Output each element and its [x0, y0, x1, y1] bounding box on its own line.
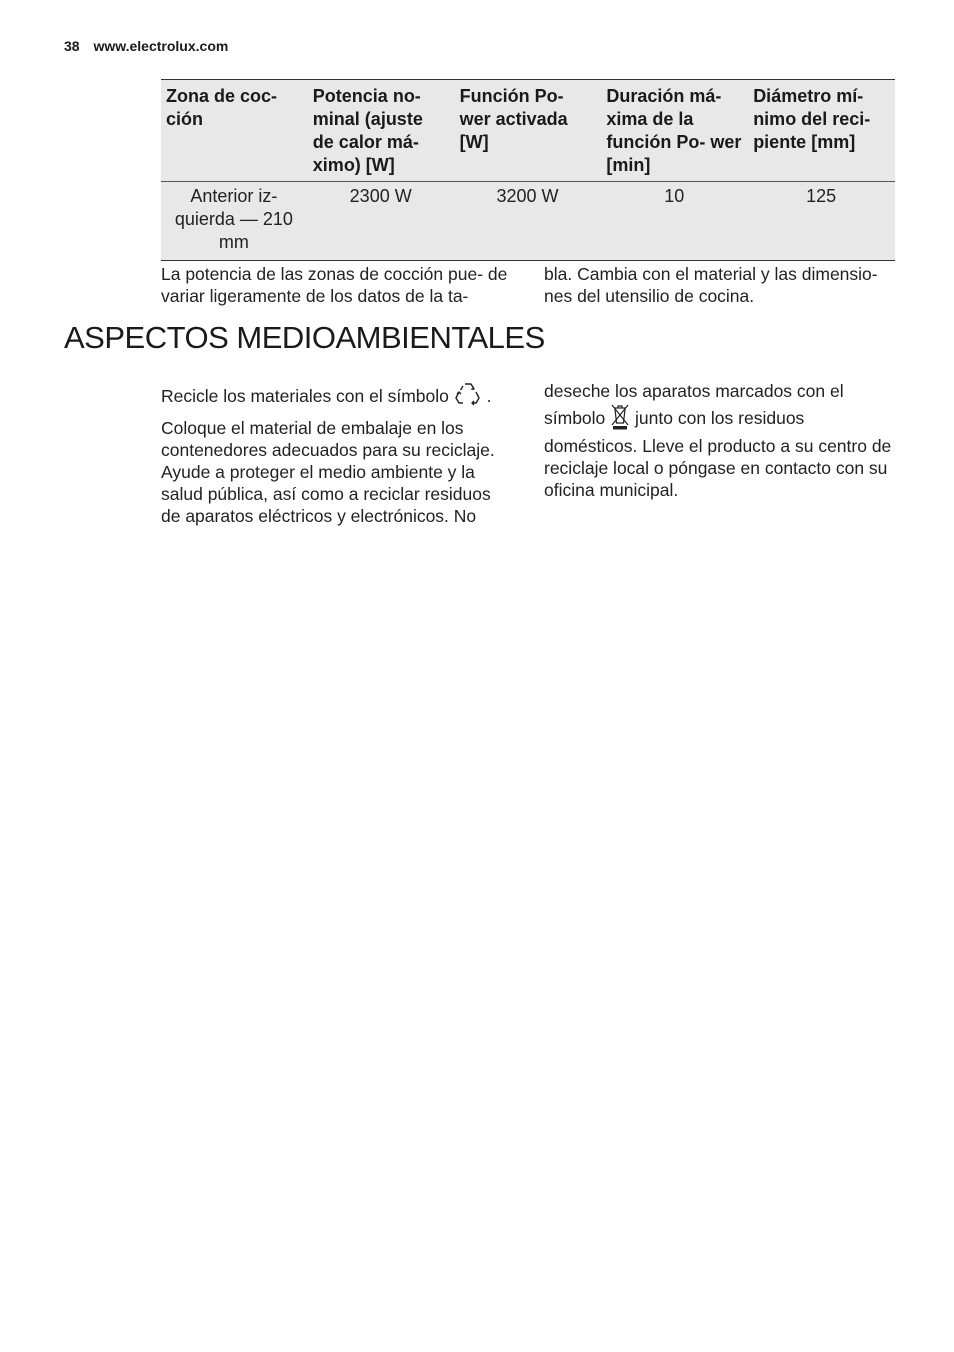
packaging-paragraph: Coloque el material de embalaje en los contenedores adecuados para su reciclaje. Ayude a proteger el medio ambiente y la salud pública, así como a reciclar residuos de aparatos eléctricos y electrónicos. No [161, 418, 495, 526]
page-number: 38 [64, 38, 80, 54]
disposal-paragraph [544, 380, 894, 501]
table-cell: 2300 W [349, 186, 412, 206]
recycle-text: Recicle los materiales con el símbolo [161, 386, 449, 406]
recycle-period: . [486, 386, 492, 406]
note-right: bla. Cambia con el material y las dimensio- nes del utensilio de cocina. [544, 264, 878, 306]
table-cell: 10 [664, 186, 685, 206]
table-row [161, 182, 895, 261]
column-header: Duración má- xima de la función Po- wer [min] [601, 80, 748, 182]
page-header [64, 38, 228, 54]
table-cell: Anterior iz- quierda — 210 mm [174, 186, 293, 252]
note-left: La potencia de las zonas de cocción pue- de variar ligeramente de los datos de la ta- [161, 264, 508, 306]
crossed-out-bin-icon [610, 402, 630, 435]
section-title: ASPECTOS MEDIOAMBIENTALES [64, 320, 545, 355]
column-header: Potencia no- minal (ajuste de calor má- ximo) [W] [308, 80, 455, 182]
cooking-zone-table [161, 79, 895, 261]
column-header: Zona de coc- ción [161, 80, 308, 182]
disposal-text-end: junto con los residuos domésticos. Lleve el producto a su centro de reciclaje local o póngase en contacto con su oficina municipal. [544, 408, 892, 500]
column-header: Diámetro mí- nimo del reci- piente [mm] [748, 80, 895, 182]
table-header-row [161, 80, 895, 182]
recycle-paragraph [161, 380, 511, 413]
table-cell: 3200 W [496, 186, 559, 206]
disposal-text-start: deseche los aparatos marcados con el símbolo [544, 381, 844, 428]
recycle-icon [454, 380, 482, 413]
site-url: www.electrolux.com [93, 38, 229, 54]
column-header: Función Po- wer activada [W] [455, 80, 602, 182]
table-cell: 125 [806, 186, 837, 206]
